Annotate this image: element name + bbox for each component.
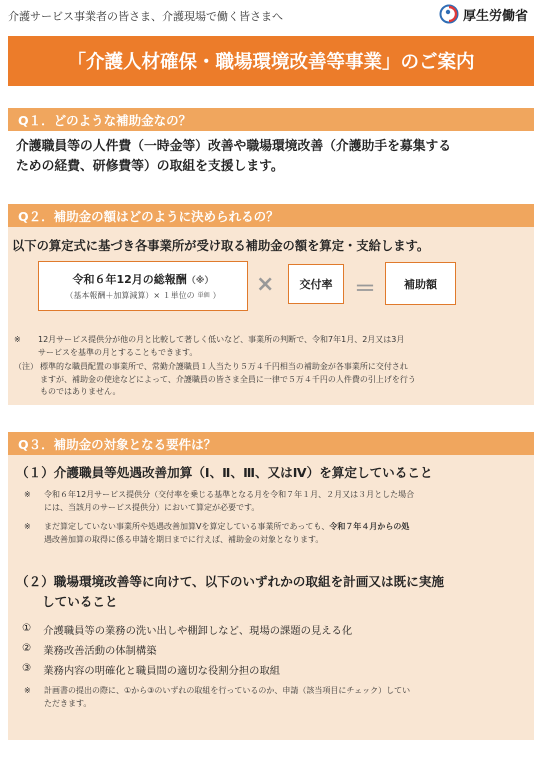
formula-box3: 補助額 xyxy=(404,277,437,291)
formula-box1-close: ） xyxy=(212,291,221,300)
list-item-number: ③ xyxy=(22,662,32,674)
q3-footnote xyxy=(24,685,532,710)
q3-requirement2-line2: していること xyxy=(42,594,118,609)
q3-req1-note2 xyxy=(24,521,532,546)
q1-body-line2: ための経費、研修費等）の取組を支援します。 xyxy=(16,159,284,174)
q3-heading-bar xyxy=(8,432,534,455)
q1-body-line1: 介護職員等の人件費（一時金等）改善や職場環境改善（介護助手を募集する xyxy=(16,139,452,154)
q3-footnote-line2: ただきます。 xyxy=(44,698,92,708)
q3-footnote-line1: 計画書の提出の際に、①から③のいずれの取組を行っているのか、申請（該当項目にチェック）してい xyxy=(44,686,411,695)
q2-note1 xyxy=(14,334,526,359)
header-tagline: 介護サービス事業者の皆さま、介護現場で働く皆さまへ xyxy=(8,10,283,23)
q3-heading: Q３．補助金の対象となる要件は？ xyxy=(18,436,217,452)
formula-grant-rate-box xyxy=(288,264,344,304)
q3-req1-note1-line1: 令和６年12月サービス提供分（交付率を乗じる基準となる月を令和７年１月、２月又は３月とした場合 xyxy=(44,490,415,499)
q2-heading-bar xyxy=(8,204,534,227)
formula-total-remuneration-box xyxy=(38,261,248,311)
list-item-text: 業務内容の明確化と職員間の適切な役割分担の取組 xyxy=(43,665,281,677)
formula-box1-sub: （基本報酬＋加算減算）× １単位の xyxy=(65,291,195,300)
q3-req1-note2-mark: ※ xyxy=(24,522,31,531)
q2-note1-line1: 12月サービス提供分が他の月と比較して著しく低いなど、事業所の判断で、令和7年1月、2月又は3月 xyxy=(38,335,405,344)
q1-heading-bar xyxy=(8,108,534,131)
ministry-name: 厚生労働省 xyxy=(462,8,528,24)
q3-req1-note1-line2: には、当該月のサービス提供分）において算定が必要です。 xyxy=(44,502,260,512)
title-banner xyxy=(8,36,534,86)
mhlw-logo-icon xyxy=(439,4,459,24)
q3-requirement2-line1: （２）職場環境改善等に向けて、以下のいずれかの取組を計画又は既に実施 xyxy=(16,574,444,589)
formula-box2: 交付率 xyxy=(299,278,333,291)
q2-note2-mark: （注） xyxy=(14,362,38,371)
top-bar xyxy=(0,0,540,30)
formula-box1-unit: 単価 xyxy=(197,292,210,299)
q2-note2-line1: 標準的な職員配置の事業所で、常勤介護職員１人当たり５万４千円相当の補助金が各事業所に交付され xyxy=(40,362,408,371)
formula-equals: ＝ xyxy=(354,277,377,302)
list-item-number: ② xyxy=(22,642,32,654)
list-item xyxy=(22,642,157,657)
q3-requirement1: （１）介護職員等処遇改善加算（Ⅰ、Ⅱ、Ⅲ、又はⅣ）を算定していること xyxy=(16,465,433,480)
q1-body xyxy=(16,137,526,177)
q2-lead: 以下の算定式に基づき各事業所が受け取る補助金の額を算定・支給します。 xyxy=(12,239,430,253)
q2-note2-line3: ものではありません。 xyxy=(40,387,121,396)
formula-box1-mark: （※） xyxy=(186,276,214,286)
list-item xyxy=(22,662,280,677)
list-item-text: 介護職員等の業務の洗い出しや棚卸しなど、現場の課題の見える化 xyxy=(43,625,353,637)
page-title: 「介護人材確保・職場環境改善等事業」のご案内 xyxy=(67,52,475,73)
list-item-number: ① xyxy=(22,622,32,634)
q3-req1-note2-a: まだ算定していない事業所や処遇改善加算Ⅴを算定している事業所であっても、 xyxy=(44,522,330,531)
q3-req1-note2-c: 遇改善加算の取得に係る申請を期日までに行えば、補助金の対象となります。 xyxy=(44,534,324,544)
q2-note1-mark: ※ xyxy=(14,335,21,344)
list-item-text: 業務改善活動の体制構築 xyxy=(43,645,157,657)
ministry-brand xyxy=(439,4,528,24)
q2-heading: Q２．補助金の額はどのように決められるの？ xyxy=(18,208,279,224)
q3-footnote-mark: ※ xyxy=(24,686,31,695)
formula-box1-main: 令和６年12月の総報酬 xyxy=(72,273,187,286)
q3-requirement2 xyxy=(16,572,531,612)
q3-req1-note1-mark: ※ xyxy=(24,490,31,499)
formula-subsidy-box xyxy=(385,262,456,305)
q1-heading: Q１．どのような補助金なの？ xyxy=(18,112,192,128)
q2-note2-line2: ますが、補助金の使途などによって、介護職員の皆さま全員に一律で５万４千円の人件費の引上げを行う xyxy=(40,374,416,384)
q3-req1-note1 xyxy=(24,489,532,514)
formula-times: × xyxy=(256,272,275,297)
q2-note2 xyxy=(14,361,530,399)
q3-req1-note2-b: 令和７年４月からの処 xyxy=(329,522,410,531)
q2-note1-line2: サービスを基準の月とすることもできます。 xyxy=(38,347,198,357)
list-item xyxy=(22,622,352,637)
